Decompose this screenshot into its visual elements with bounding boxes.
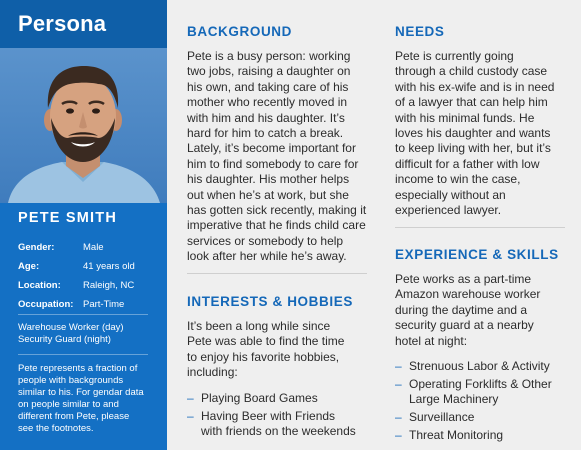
list-item-text: with friends on the weekends xyxy=(201,423,356,438)
interests-section xyxy=(187,294,367,442)
job-item: Warehouse Worker (day) xyxy=(18,322,124,333)
needs-text xyxy=(395,49,565,218)
experience-section xyxy=(395,247,565,446)
list-item-text: Strenuous Labor & Activity xyxy=(409,359,550,374)
interests-heading: INTERESTS & HOBBIES xyxy=(187,294,353,309)
persona-photo xyxy=(0,48,167,203)
jobs-list xyxy=(18,322,124,346)
background-section xyxy=(187,24,367,265)
text-line: look after her while he’s away. xyxy=(187,249,347,264)
list-item xyxy=(187,391,367,406)
gender-row xyxy=(18,242,158,261)
list-item xyxy=(395,428,565,443)
text-line: him to find somebody to care for xyxy=(187,156,359,171)
persona-title-bar xyxy=(0,0,167,48)
needs-section xyxy=(395,24,565,218)
job-item: Security Guard (night) xyxy=(18,334,111,345)
location-value: Raleigh, NC xyxy=(83,280,135,291)
text-line: including: xyxy=(187,365,238,380)
text-line: with his ex-wife and is in need xyxy=(395,79,555,94)
note-line: similar to his. For gendar data xyxy=(18,387,144,398)
text-line: two jobs, raising a daughter on xyxy=(187,64,351,79)
occupation-label: Occupation: xyxy=(18,299,74,310)
age-label: Age: xyxy=(18,261,40,272)
location-label: Location: xyxy=(18,280,61,291)
person-name: PETE SMITH xyxy=(18,210,118,226)
text-line: loves his daughter and wants xyxy=(395,126,551,141)
note-line: people with backgrounds xyxy=(18,375,124,386)
list-item xyxy=(395,377,565,408)
list-item xyxy=(187,409,367,440)
interests-text xyxy=(187,319,367,381)
text-line: experienced lawyer. xyxy=(395,203,502,218)
text-line: Pete is a busy person: working xyxy=(187,49,351,63)
occupation-value: Part-Time xyxy=(83,299,125,310)
note-line: different from Pete, please xyxy=(18,411,130,422)
bullet-dash: – xyxy=(395,428,402,443)
note-line: Pete represents a fraction of xyxy=(18,363,138,374)
text-line: to enjoy his favorite hobbies, xyxy=(187,349,340,364)
location-row xyxy=(18,280,158,299)
gender-value: Male xyxy=(83,242,104,253)
experience-heading: EXPERIENCE & SKILLS xyxy=(395,247,559,262)
text-line: with his minimal funds. He xyxy=(395,110,535,125)
text-line: especially without an xyxy=(395,187,506,202)
list-item-text: Having Beer with Friends xyxy=(201,408,336,423)
text-line: imperative that he finds child care xyxy=(187,218,366,233)
list-item-text: Playing Board Games xyxy=(201,390,318,405)
text-line: security guard at a nearby xyxy=(395,318,534,333)
sidebar-divider xyxy=(18,354,148,355)
text-line: his daughter. His mother helps xyxy=(187,172,350,187)
note-line: see the footnotes. xyxy=(18,423,94,434)
persona-title: Persona xyxy=(18,11,107,36)
text-line: his own, and taking care of his xyxy=(187,79,349,94)
bullet-dash: – xyxy=(187,408,194,423)
list-item xyxy=(395,359,565,374)
note-line: on people similar to and xyxy=(18,399,119,410)
section-divider xyxy=(395,227,565,228)
bullet-dash: – xyxy=(395,359,402,374)
text-line: mother who recently moved in xyxy=(187,95,348,110)
text-line: to keep living with her, but it’s xyxy=(395,141,551,156)
text-line: income to win the case, xyxy=(395,172,521,187)
needs-heading: NEEDS xyxy=(395,24,445,39)
text-line: through a child custody case xyxy=(395,64,548,79)
list-item-text: Operating Forklifts & Other xyxy=(409,376,552,391)
section-divider xyxy=(187,273,367,274)
demographics-list xyxy=(18,242,158,318)
bullet-dash: – xyxy=(395,410,402,425)
text-line: It’s been a long while since xyxy=(187,319,331,333)
text-line: with him and his daughter. It’s xyxy=(187,110,345,125)
bullet-dash: – xyxy=(187,390,194,405)
persona-sidebar xyxy=(0,0,167,450)
text-line: Pete works as a part-time xyxy=(395,272,532,286)
text-line: has gotten sick recently, making it xyxy=(187,203,367,218)
age-row xyxy=(18,261,158,280)
text-line: out when he’s at work, but she xyxy=(187,187,349,202)
age-value: 41 years old xyxy=(83,261,135,272)
experience-text xyxy=(395,272,565,349)
text-line: services or somebody to help xyxy=(187,233,344,248)
persona-note xyxy=(18,363,160,435)
list-item xyxy=(395,410,565,425)
sidebar-divider xyxy=(18,314,148,315)
skills-list xyxy=(395,359,565,444)
text-line: hard for him to catch a break. xyxy=(187,126,344,141)
text-line: hotel at night: xyxy=(395,333,468,348)
text-line: of a lawyer that can help him xyxy=(395,95,548,110)
list-item-text: Surveillance xyxy=(409,410,475,425)
list-item-text: Threat Monitoring xyxy=(409,428,504,443)
background-heading: BACKGROUND xyxy=(187,24,292,39)
text-line: during the daytime and a xyxy=(395,302,528,317)
background-text xyxy=(187,49,367,265)
text-line: Pete is currently going xyxy=(395,49,514,63)
text-line: Pete was able to find the time xyxy=(187,334,345,349)
text-line: Amazon warehouse worker xyxy=(395,287,541,302)
text-line: difficult for a father with low xyxy=(395,156,540,171)
list-item-text: Large Machinery xyxy=(409,392,499,407)
text-line: Lately, it’s become important for xyxy=(187,141,356,156)
bullet-dash: – xyxy=(395,376,402,391)
gender-label: Gender: xyxy=(18,242,55,253)
hobbies-list xyxy=(187,391,367,440)
occupation-row xyxy=(18,299,158,318)
